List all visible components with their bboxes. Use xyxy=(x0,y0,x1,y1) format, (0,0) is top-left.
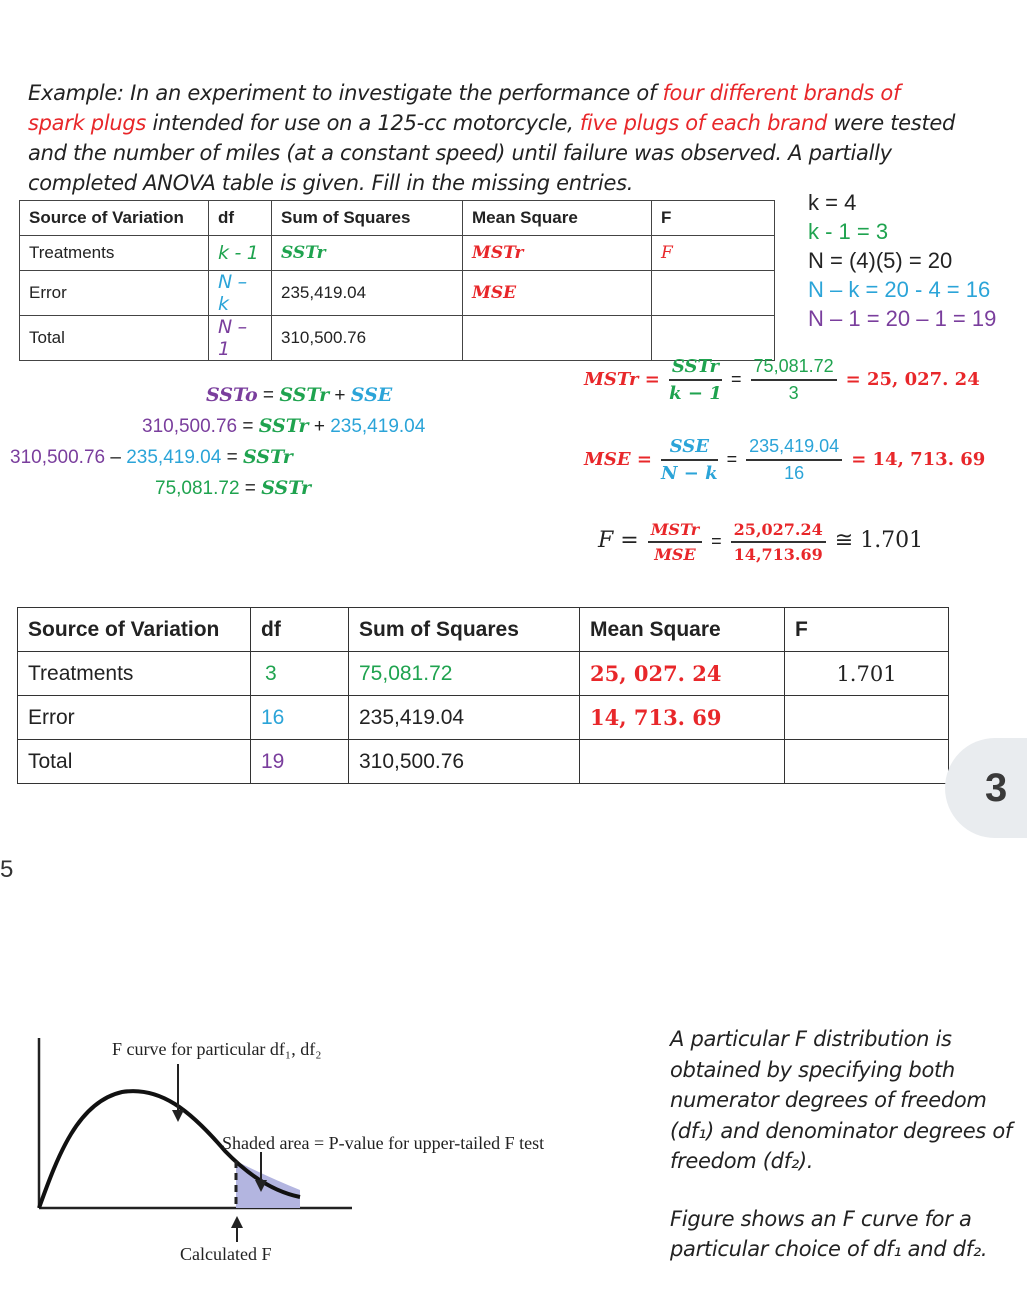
slide-number-badge: 3 xyxy=(945,738,1027,838)
f-equation: F = $\frac{\text{MSTr}}{\text{MSE}}$ = $\frac{25,027.24}{14,713.69}$ ≅ 1.701 xyxy=(598,520,924,564)
figure-label-bottom: Calculated F xyxy=(180,1244,272,1264)
curve-arrowhead xyxy=(172,1110,184,1122)
intro-line-4: completed ANOVA table is given. Fill in the missing entries. xyxy=(28,171,634,195)
anova-table-partial xyxy=(19,200,775,361)
anova-table-complete xyxy=(17,607,949,784)
table-header-row: Source of Variation df Sum of Squares Mean Square F xyxy=(20,201,775,236)
table-row: Error 16 235,419.04 14, 713. 69 xyxy=(18,696,949,740)
f-distribution-notes: A particular F distribution is obtained by specifying both numerator degrees of freedom (df₁) and denominator degrees of freedom (df₂). Figure shows an F curve for a particular choice of df₁ and df₂. xyxy=(670,1027,1012,1261)
figure-label-top: F curve for particular df₁, df₂ xyxy=(112,1039,322,1059)
intro-text: Example: In an experiment to investigate the performance of four different brands of spark plugs intended for use on a 125-cc motorcycle, five plugs of each brand were tested and the number of miles (at a constant speed) until failure was observed. A partially completed ANOVA table is given. Fill in the missing entries. xyxy=(28,78,1027,198)
calculated-f-arrowhead xyxy=(231,1216,243,1228)
side-N-minus-k: N – k = 20 - 4 = 16 xyxy=(808,277,991,302)
f-curve-figure xyxy=(30,1030,630,1310)
table-row: Treatments k - 1 SSTr MSTr F xyxy=(20,236,775,271)
table-row: Total N – 1 310,500.76 xyxy=(20,316,775,361)
intro-highlight-plugs: spark plugs xyxy=(28,111,147,135)
figure-label-mid: Shaded area = P-value for upper-tailed F test xyxy=(222,1133,545,1153)
table-row: Treatments 3 75,081.72 25, 027. 24 1.701 xyxy=(18,652,949,696)
sstr-derivation: SSTo = SSTr + SSE 310,500.76 = SSTr + 235,419.04 310,500.76 – 235,419.04 = SSTr 75,081.72 = SSTr xyxy=(10,384,426,499)
table-row: Error N – k 235,419.04 MSE xyxy=(20,271,775,316)
side-notes xyxy=(808,188,996,333)
mse-equation: MSE = $\frac{\text{SSE}}{N - k}$ = $\frac{235,419.04}{16}$ = 14, 713. 69 xyxy=(584,436,986,484)
intro-line-3: and the number of miles (at a constant speed) until failure was observed. A partially xyxy=(28,141,892,165)
intro-line-1: Example: In an experiment to investigate the performance of xyxy=(28,81,663,105)
side-N-minus-1: N – 1 = 20 – 1 = 19 xyxy=(808,306,997,331)
table-header-row: Source of Variation df Sum of Squares Mean Square F xyxy=(18,608,949,652)
mstr-equation: MSTr = $\frac{\text{SSTr}}{k - 1}$ = $\frac{75,081.72}{3}$ = 25, 027. 24 xyxy=(584,356,980,404)
page-number: 5 xyxy=(0,856,14,883)
table-row: Total 19 310,500.76 xyxy=(18,740,949,784)
intro-highlight-brands: four different brands of xyxy=(662,81,901,105)
side-N: N = (4)(5) = 20 xyxy=(808,248,953,273)
side-k-minus-1: k - 1 = 3 xyxy=(808,219,889,244)
intro-highlight-each: five plugs of each brand xyxy=(579,111,828,135)
side-k: k = 4 xyxy=(808,190,857,215)
